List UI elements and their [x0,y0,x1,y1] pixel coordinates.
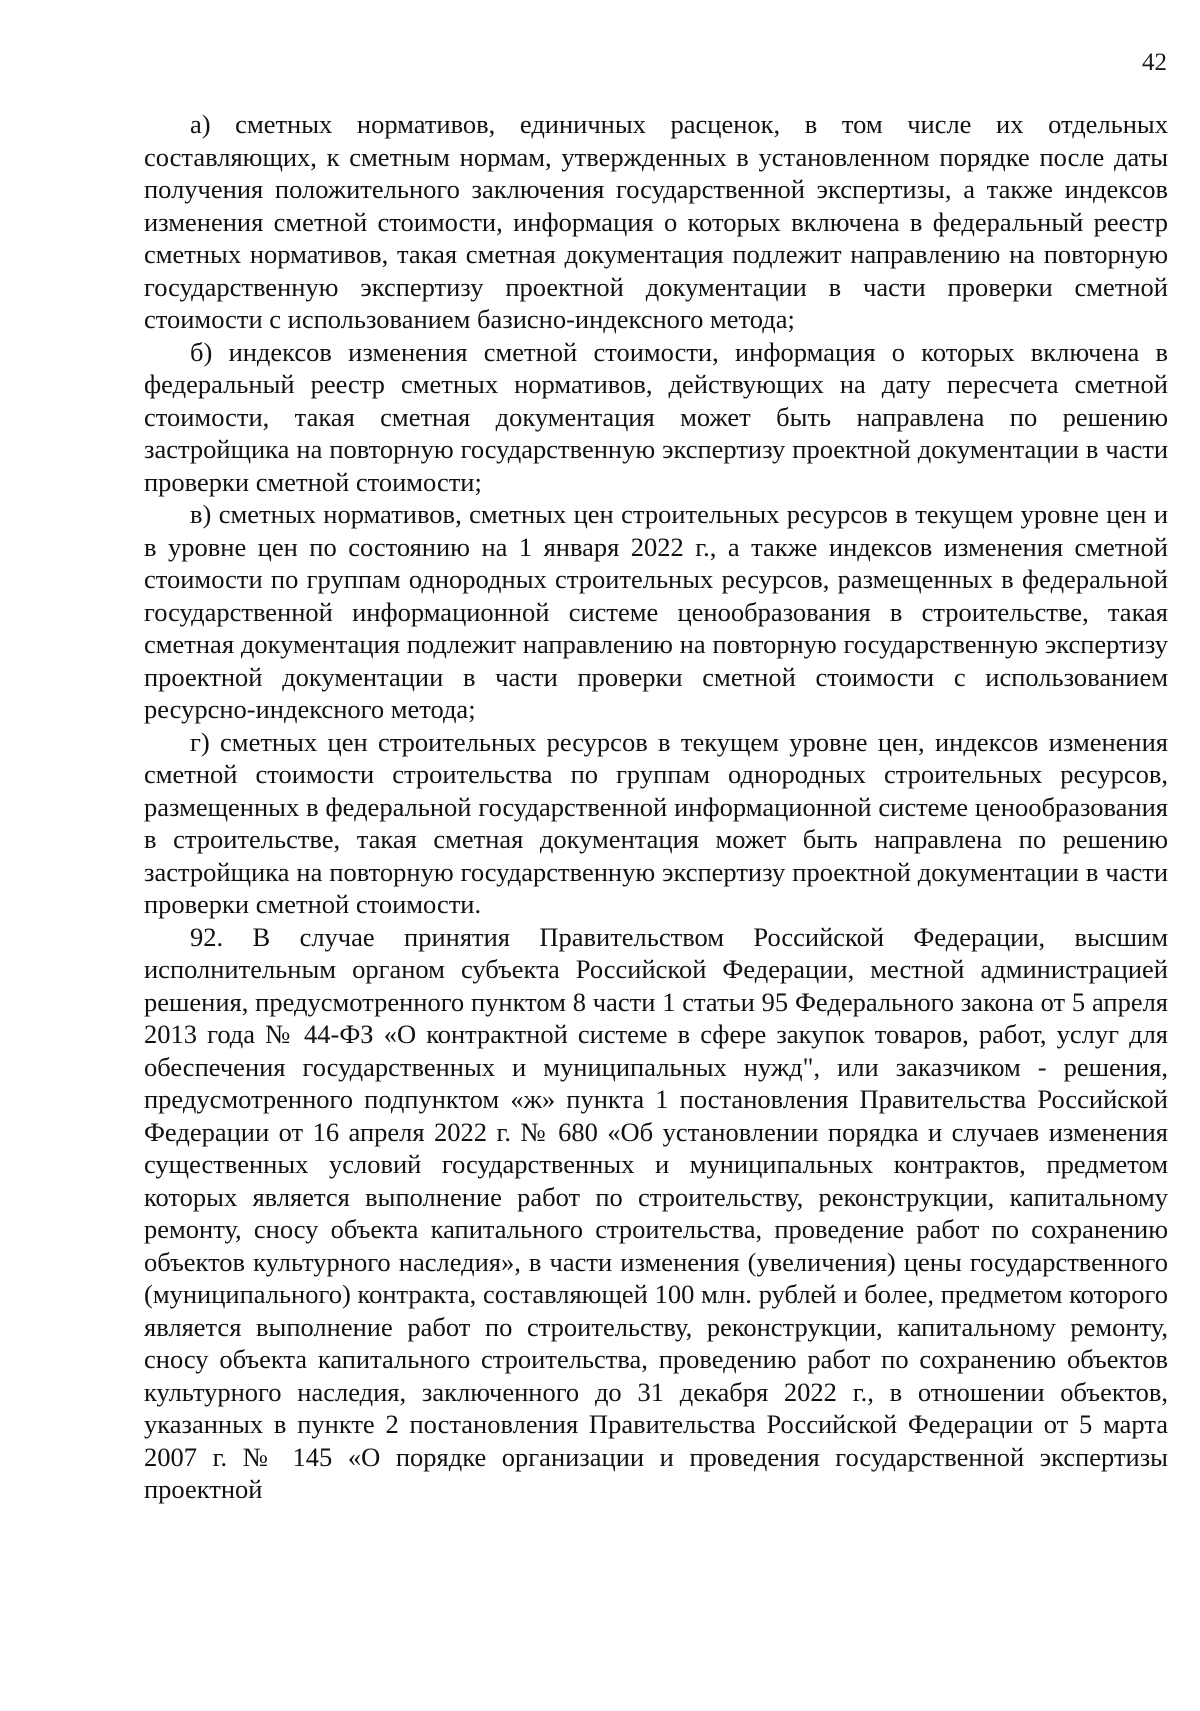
document-body [144,108,1168,1506]
paragraph-v: в) сметных нормативов, сметных цен строительных ресурсов в текущем уровне цен и в уровне цен по состоянию на 1 января 2022 г., а также индексов изменения сметной стоимости по группам однородных строительных ресурсов, размещенных в федеральной государственной информационной системе ценообразования в строительстве, такая сметная документация подлежит направлению на повторную государственную экспертизу проектной документации в части проверки сметной стоимости с использованием ресурсно-индексного метода; [144,499,1168,724]
paragraph-g: г) сметных цен строительных ресурсов в текущем уровне цен, индексов изменения сметной стоимости строительства по группам однородных строительных ресурсов, размещенных в федеральной государственной информационной системе ценообразования в строительстве, такая сметная документация может быть направлена по решению застройщика на повторную государственную экспертизу проектной документации в части проверки сметной стоимости. [144,726,1168,919]
paragraph-a: а) сметных нормативов, единичных расценок, в том числе их отдельных составляющих, к сметным нормам, утвержденных в установленном порядке после даты получения положительного заключения государственной экспертизы, а также индексов изменения сметной стоимости, информация о которых включена в федеральный реестр сметных нормативов, такая сметная документация подлежит направлению на повторную государственную экспертизу проектной документации в части проверки сметной стоимости с использованием базисно-индексного метода; [144,109,1168,334]
paragraph-92: 92. В случае принятия Правительством Российской Федерации, высшим исполнительным органом субъекта Российской Федерации, местной администрацией решения, предусмотренного пунктом 8 части 1 статьи 95 Федерального закона от 5 апреля 2013 года № 44-ФЗ «О контрактной системе в сфере закупок товаров, работ, услуг для обеспечения государственных и муниципальных нужд", или заказчиком - решения, предусмотренного подпунктом «ж» пункта 1 постановления Правительства Российской Федерации от 16 апреля 2022 г. № 680 «Об установлении порядка и случаев изменения существенных условий государственных и муниципальных контрактов, предметом которых является выполнение работ по строительству, реконструкции, капитальному ремонту, сносу объекта капитального строительства, проведение работ по сохранению объектов культурного наследия», в части изменения (увеличения) цены государственного (муниципального) контракта, составляющей 100 млн. рублей и более, предметом которого является выполнение работ по строительству, реконструкции, капитальному ремонту, сносу объекта капитального строительства, проведению работ по сохранению объектов культурного наследия, заключенного до 31 декабря 2022 г., в отношении объектов, указанных в пункте 2 постановления Правительства Российской Федерации от 5 марта 2007 г. № 145 «О порядке организации и проведения государственной экспертизы проектной [144,921,1168,1504]
page-number: 42 [1142,49,1167,76]
paragraph-b: б) индексов изменения сметной стоимости, информация о которых включена в федеральный реестр сметных нормативов, действующих на дату пересчета сметной стоимости, такая сметная документация может быть направлена по решению застройщика на повторную государственную экспертизу проектной документации в части проверки сметной стоимости; [144,336,1168,497]
